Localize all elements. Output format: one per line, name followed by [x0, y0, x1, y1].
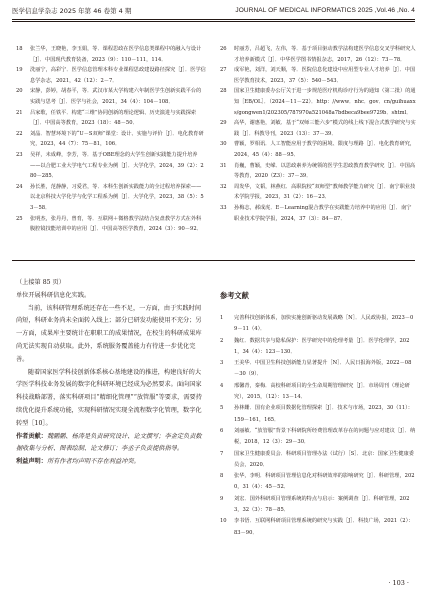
reference-entry [220, 44, 416, 65]
reference-text: 魏红．数据共享与隐私保护：医学研究中的伦理考量［J］．医学伦理学，2021，34（4）：123－130． [234, 337, 410, 355]
header-rule [12, 19, 415, 20]
reference-entry [220, 494, 416, 517]
reference-entry [220, 449, 416, 472]
reference-number: 7 [220, 450, 224, 457]
reference-entry [16, 108, 206, 129]
reference-list [220, 313, 416, 539]
reference-number: 5 [220, 405, 224, 412]
reference-text: 高华，谢惠艳，刘敏．基于“双师三能六步”模式的线上线下混合式教学研究与实践［J］．科教导刊，2023（13）：37－39． [234, 120, 416, 137]
reference-entry [220, 471, 416, 494]
reference-text: 洗丽宁，高彩宁．医学信息管理本科专业课程思政建设路径探究［J］．医学信息学杂志，2021，42（12）：2－7． [30, 67, 206, 84]
conflict-text: 所有作者均声明不存在利益冲突。 [46, 458, 140, 466]
reference-number: 18 [16, 46, 23, 52]
reference-text: 孙梅志，郝成虎．E－Learning混合教学在实践能力培养中的应用［J］．南宁职业技术学院学报，2024，37（3）：84－87． [234, 204, 412, 222]
reference-text: 吴祥，未成峰，李芳，等．基于OBE理念的大学生创新实践能力提升培养——以合肥工业大学电气工程专业为例［J］．大学化学，2024，39（2）：280－285． [30, 151, 204, 180]
reference-text: 孙林姗．国有企业项目数据化管理探索［J］．技术与市场，2023，30（11）：159－161，165． [234, 405, 413, 423]
reference-number: 19 [16, 67, 23, 74]
reference-text: 王美华．中国卫生科技创新能力显著提升［N］．人民日报海外版，2022－08－30（9）． [234, 360, 412, 378]
body-paragraph: 当前，该科研管理系统还存在一些不足，一方面，由于实践时间尚短，科研业务尚未全面转入线上；部分已研发功能使用不充分；另一方面，成果库主要统计在职职工的成果情况，在校生的科研成果库尚无法实现自动获取。此外，系统服务覆盖能力有待进一步优化完善。 [16, 304, 202, 363]
reference-number: 9 [220, 495, 224, 502]
reference-text: 完善科技创新体系，加快实施创新驱动发展战略［N］．人民政协报，2023－09－11（4）． [234, 315, 414, 333]
reference-entry [220, 336, 416, 359]
reference-entry [220, 516, 416, 539]
reference-entry [220, 358, 416, 381]
reference-text: 刘宏．国外科研项目管理系统的特点与启示：案例调查［J］．科研管理，2023，32（3）：78－85． [234, 495, 410, 514]
reference-text: 李书悟．互联网科研项目管理系统的研究与实践［J］．科技广场，2021（2）：83－90． [234, 518, 414, 536]
reference-number: 24 [16, 183, 23, 190]
reference-text: 邢馨青，秦梅．高校科研项目的全生命周期管理研究［J］．市场周刊（理论研究），2015，（12）：13－14． [234, 382, 410, 401]
contribution-text: 魏鹏鹏、杨涛是负责研究设计、论文撰写；李金定负责数据收集与分析、图表绘制、论文修订；李丞子负责提供指导。 [16, 432, 202, 453]
reference-entry [220, 403, 416, 426]
reference-entry [220, 65, 416, 86]
reference-number: 26 [220, 46, 227, 52]
reference-entry [16, 129, 206, 150]
reference-text: 曹颖，罗相讯．人工智能应用于教学的困境、限度与理路［J］．电化教育研究，2024，45（4）：88－95． [234, 141, 416, 158]
reference-number: 22 [16, 130, 23, 137]
reference-list-continued-right [220, 44, 416, 224]
reference-text: 国家卫生健康委员会．科研项目管理办法（试行）［S］．北京：国家卫生健康委员会，2020． [234, 450, 414, 468]
reference-entry [220, 426, 416, 449]
reference-text: 周发华，文韬，林燕红．高职院校“双师型”教师教学能力研究［J］．南宁职业技术学院学报，2023，31（2）：16－23． [234, 183, 416, 201]
reference-number: 2 [220, 337, 224, 344]
reference-text: 刘丽敏．“放管服”背景下科研院所经费管理改革存在的问题与应对建议［J］．纳税，2018，12（3）：29－30． [234, 427, 416, 446]
reference-number: 6 [220, 427, 224, 434]
body-paragraph: 单位开展科研信息化实践。 [16, 291, 91, 299]
reference-text: 张明杰，张丹丹，曾育，等．互联网＋微格教学法结合复盘教学方式在外科腹腔镜技能培训中的应用［J］．中国高等医学教育，2024（3）：90－92． [30, 215, 202, 233]
reference-text: 吕家歌，任铁平．构建“三维”协同创新的理论逻辑、历史演进与实践探索［J］．中国高等教育，2023（18）：48－50． [30, 109, 197, 127]
reference-text: 国家卫生健康委办公厅关于进一步规范医疗机构诊疗行为的通知（第二批）的通知［EB/OL］．（2024－11－22）．http：//www．nhc．gov．cn/guihuaxxs/gongwen1/202305/787970a521048a7bdbeca9bee9729b．shtml． [234, 88, 416, 116]
reference-text: 孙长胜，范静静，习爱君，等．本科生创新实践能力的全过程培养探索——以北京科技大学化学与化学工程系为例［J］．大学化学，2023，38（5）：53－58． [30, 183, 204, 211]
continuation-note: （上接第 85 页） [16, 279, 65, 286]
reference-number: 28 [220, 88, 227, 95]
reference-entry [220, 139, 416, 160]
reference-text: 时丽芳，吕超飞，左伟，等．基于项目驱动教学法构建医学信息交叉学科研究人才培养新模式［J］．中华医学图书情报杂志，2017，26（12）：73－78． [234, 46, 416, 63]
reference-number: 3 [220, 360, 224, 367]
reference-entry [16, 65, 206, 86]
reference-number: 10 [220, 518, 227, 525]
reference-entry [16, 214, 206, 235]
reference-entry [220, 313, 416, 336]
references-heading: 参考文献 [220, 291, 249, 300]
reference-number: 4 [220, 382, 224, 389]
reference-text: 肖巍，曹颖，史嵘．以思政素养为统领的医学生思政教育教学研究［J］．中国高等教育，2020（Z3）：37－39． [234, 162, 416, 180]
reference-list-continued-left [16, 44, 206, 235]
reference-entry [220, 182, 416, 203]
reference-number: 21 [16, 109, 23, 116]
reference-text: 刘晶．智慧环境下的“U－S双师”课堂：设计、实施与评价［J］．电化教育研究，2023，44（7）：75－81，106． [30, 130, 204, 148]
reference-number: 1 [220, 315, 224, 321]
reference-entry [16, 86, 206, 107]
section-divider [12, 260, 415, 261]
reference-number: 25 [16, 215, 23, 222]
author-contribution [16, 431, 206, 457]
header-journal-cn: 医学信息学杂志 2025 年第 46 卷第 4 期 [12, 7, 132, 15]
reference-number: 33 [220, 204, 227, 211]
conflict-label: 利益声明： [16, 458, 47, 466]
reference-text: 成军艳，刘洋，刘天顺，等．医院信息化建设中应用型专业人才培养［J］．中国医学教育技术，2023，37（5）：540－543． [234, 67, 416, 84]
header-journal-en: JOURNAL OF MEDICAL INFORMATICS 2025 ,Vol.46 ,No. 4 [235, 7, 415, 14]
reference-number: 32 [220, 183, 227, 190]
reference-number: 27 [220, 67, 227, 74]
reference-number: 30 [220, 141, 227, 148]
reference-number: 8 [220, 473, 224, 480]
reference-entry [16, 44, 206, 65]
reference-entry [220, 381, 416, 404]
reference-number: 29 [220, 120, 227, 127]
reference-text: 张兰华，王晓艳，李玉娟，等．课程思政在医学信息类课程中的融入与设计［J］．中国现代教育装备，2023（9）：110－111，114． [30, 46, 202, 63]
page-number: · 103 · [388, 579, 409, 587]
reference-text: 张华，李明．科研项目管理信息化对科研效率的影响研究［J］．科研管理，2020，31（4）：45－52． [234, 473, 415, 491]
reference-entry [220, 86, 416, 118]
reference-entry [220, 118, 416, 139]
contribution-label: 作者贡献： [16, 432, 47, 440]
reference-entry [16, 182, 206, 214]
reference-entry [220, 161, 416, 182]
reference-entry [220, 203, 416, 224]
conflict-statement [16, 456, 206, 469]
reference-number: 20 [16, 88, 23, 95]
header-rule-thin [12, 21, 415, 22]
article-body [16, 277, 206, 469]
body-paragraph: 随着国家医学科技创新体系核心基地建设的推进，构建良好的大学医学科技业务发展的数字化科研环境已经成为必然要求。面向国家科技战略部署，落实科研项目“精细化管理”“放管服”等要求，需要持续优化提升系统功能，实现科研情况实现全流程数字化管理，数字化转型［10］。 [16, 368, 202, 427]
reference-entry [16, 150, 206, 182]
reference-text: 宋静，彭婷，胡春平，等．武汉市某大学构建六年制医学生创新实践平台的实践与思考［J］．医学与社会，2021，34（4）：104－108． [30, 88, 202, 105]
running-header [12, 5, 415, 17]
reference-number: 31 [220, 162, 227, 169]
reference-number: 23 [16, 151, 23, 158]
